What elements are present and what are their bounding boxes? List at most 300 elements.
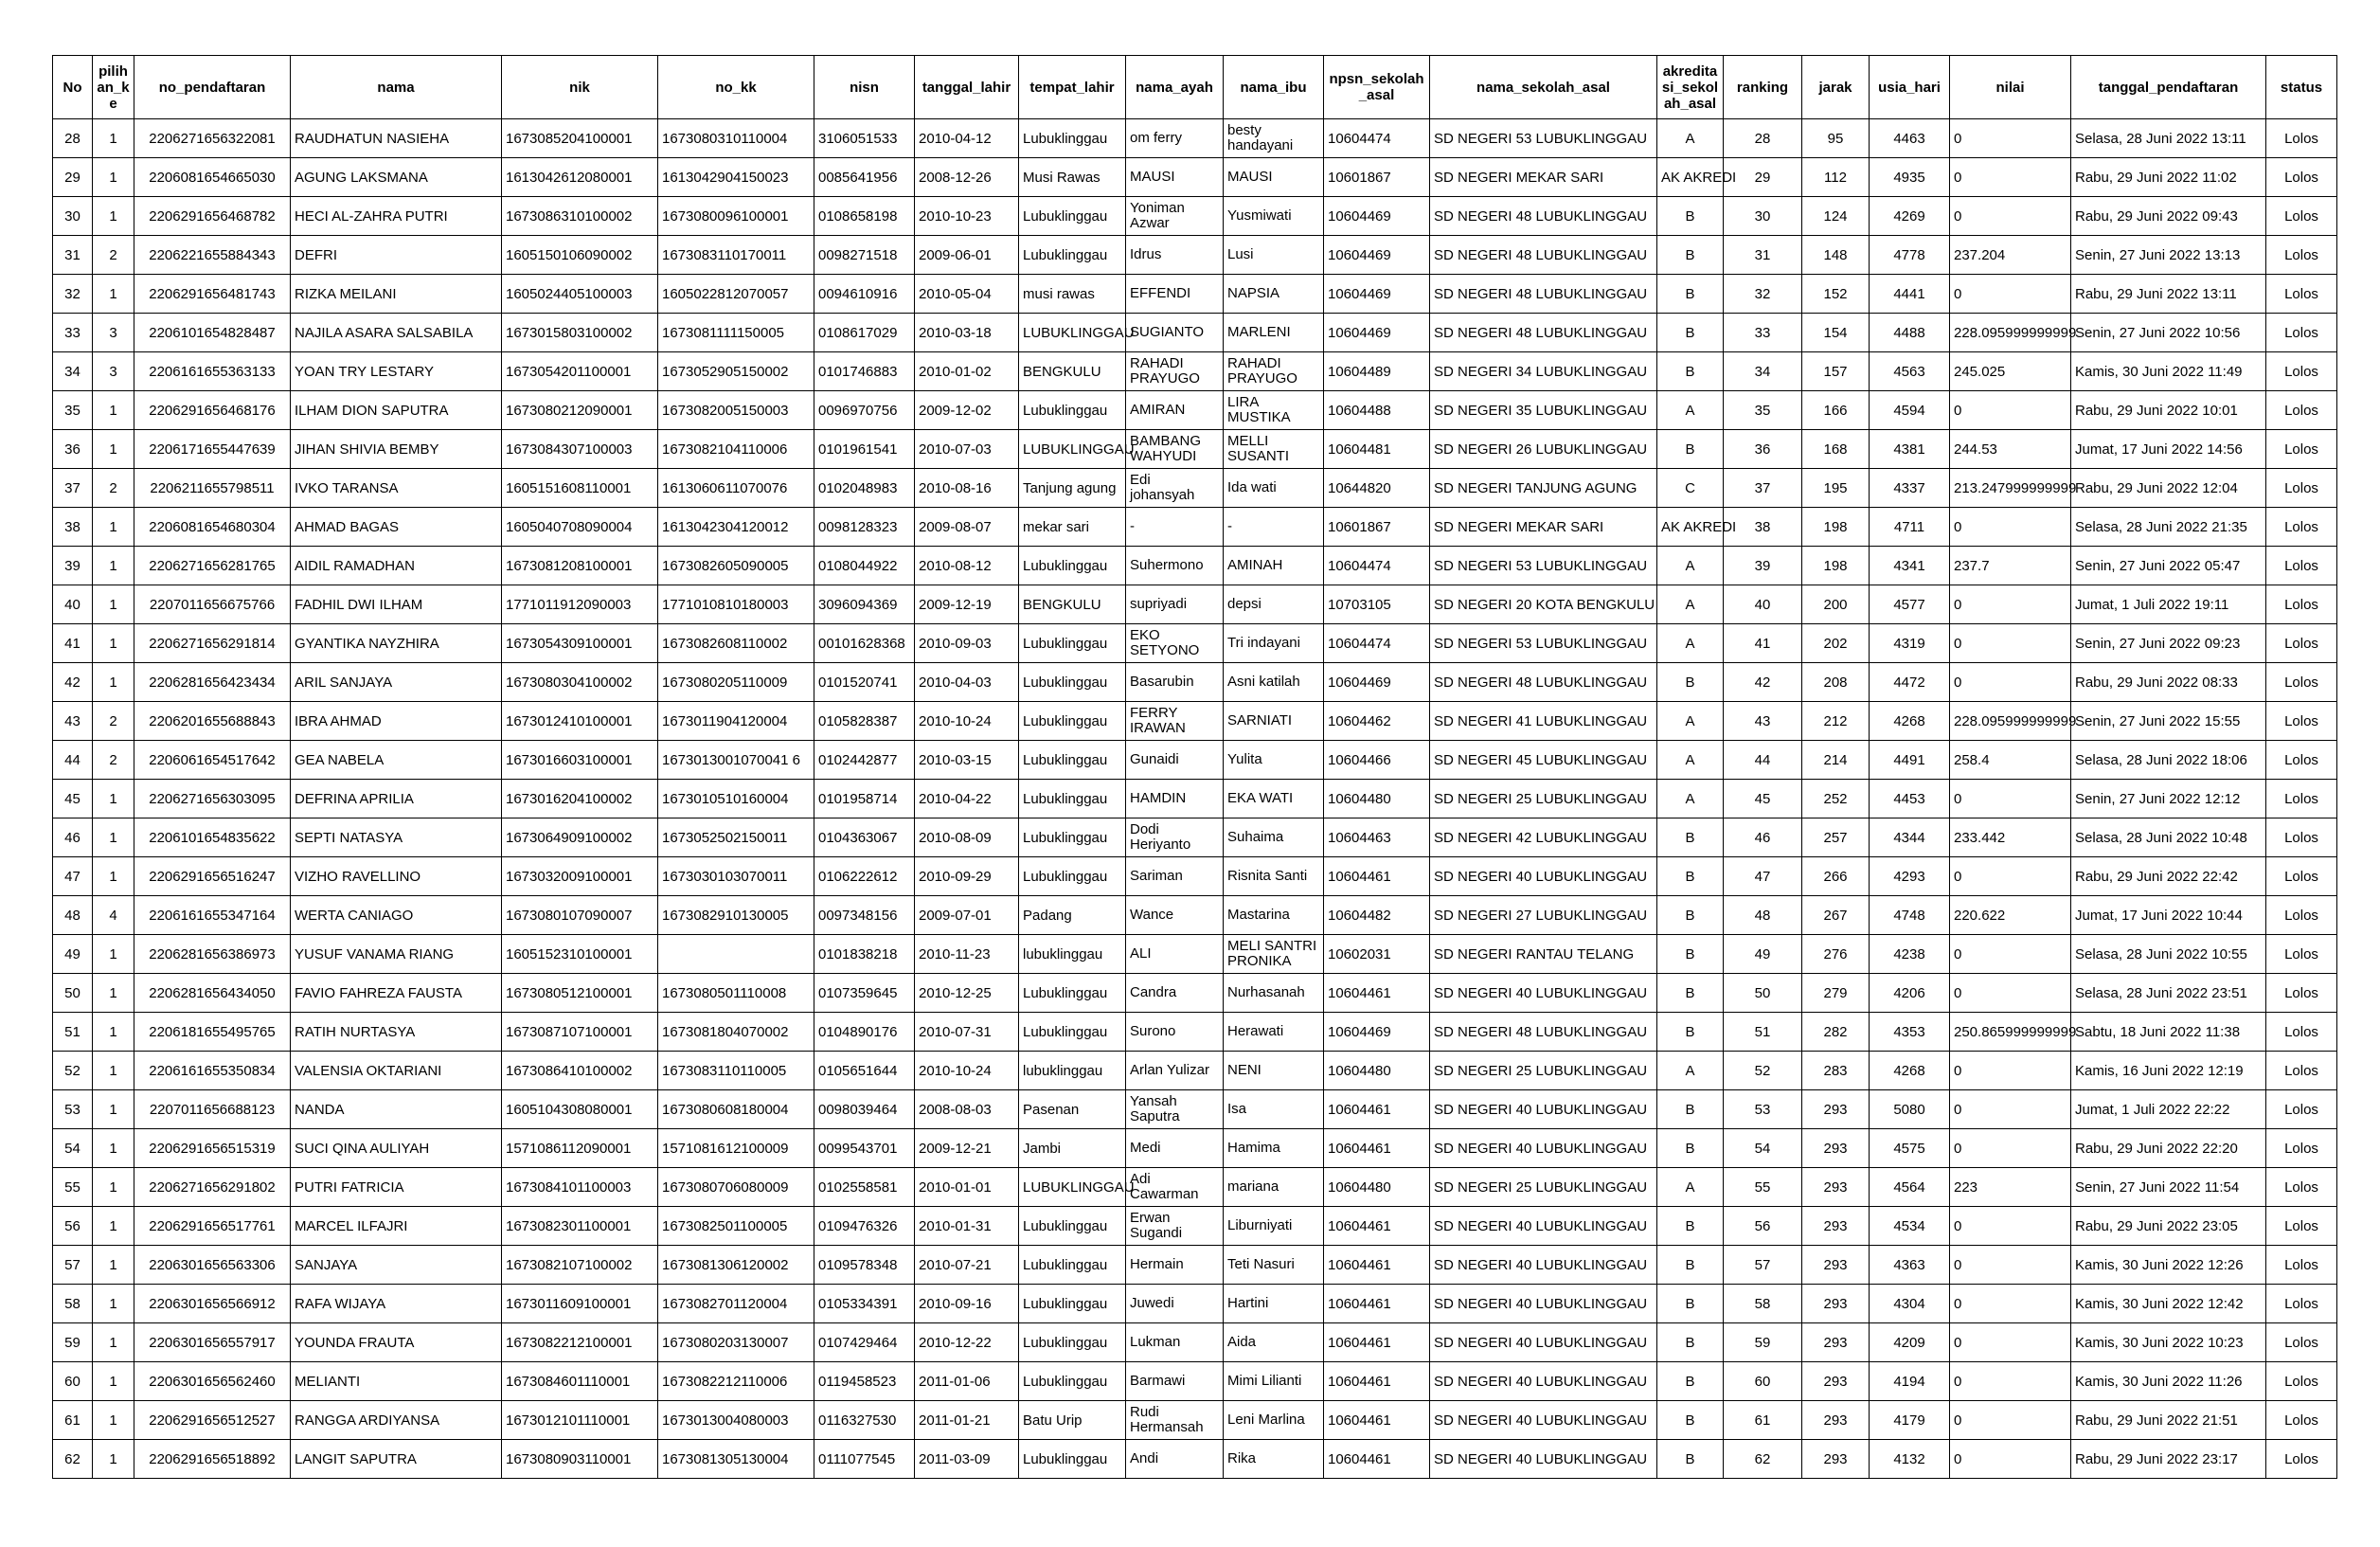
cell-akreditasi: B bbox=[1657, 1129, 1724, 1168]
cell-tempat-lahir: Padang bbox=[1019, 896, 1126, 935]
column-header: ranking bbox=[1724, 56, 1802, 119]
cell-status: Lolos bbox=[2266, 1362, 2337, 1401]
cell-tanggal-lahir: 2008-12-26 bbox=[915, 158, 1019, 197]
cell-tanggal-lahir: 2010-08-12 bbox=[915, 547, 1019, 585]
cell-pilihan-ke: 2 bbox=[93, 702, 134, 741]
cell-usia-hari: 4179 bbox=[1870, 1401, 1950, 1440]
cell-nisn: 0098128323 bbox=[814, 508, 915, 547]
cell-tanggal-lahir: 2009-12-02 bbox=[915, 391, 1019, 430]
cell-pilihan-ke: 1 bbox=[93, 275, 134, 314]
cell-ranking: 59 bbox=[1724, 1323, 1802, 1362]
cell-usia-hari: 4491 bbox=[1870, 741, 1950, 780]
cell-no: 58 bbox=[53, 1285, 93, 1323]
cell-nama-ibu: Asni katilah bbox=[1224, 663, 1324, 702]
cell-npsn: 10604469 bbox=[1324, 1013, 1430, 1052]
cell-tempat-lahir: Lubuklinggau bbox=[1019, 197, 1126, 236]
cell-usia-hari: 4293 bbox=[1870, 857, 1950, 896]
cell-pilihan-ke: 1 bbox=[93, 780, 134, 818]
cell-nisn: 0106222612 bbox=[814, 857, 915, 896]
cell-no-pendaftaran: 2206271656281765 bbox=[134, 547, 291, 585]
table-row bbox=[53, 352, 2337, 391]
cell-no-kk: 1571081612100009 bbox=[658, 1129, 814, 1168]
cell-no: 48 bbox=[53, 896, 93, 935]
cell-no: 50 bbox=[53, 974, 93, 1013]
cell-no: 47 bbox=[53, 857, 93, 896]
cell-nik: 1571086112090001 bbox=[502, 1129, 658, 1168]
cell-status: Lolos bbox=[2266, 741, 2337, 780]
cell-tempat-lahir: Lubuklinggau bbox=[1019, 818, 1126, 857]
cell-nisn: 0104890176 bbox=[814, 1013, 915, 1052]
cell-jarak: 202 bbox=[1802, 624, 1870, 663]
cell-no: 61 bbox=[53, 1401, 93, 1440]
cell-tanggal-lahir: 2010-01-01 bbox=[915, 1168, 1019, 1207]
cell-tempat-lahir: Pasenan bbox=[1019, 1090, 1126, 1129]
cell-no-kk: 1673082005150003 bbox=[658, 391, 814, 430]
table-row bbox=[53, 314, 2337, 352]
cell-usia-hari: 4453 bbox=[1870, 780, 1950, 818]
cell-no-pendaftaran: 2207011656675766 bbox=[134, 585, 291, 624]
column-header: no_kk bbox=[658, 56, 814, 119]
cell-no-kk: 1673083110110005 bbox=[658, 1052, 814, 1090]
cell-no: 35 bbox=[53, 391, 93, 430]
cell-no-pendaftaran: 2206291656517761 bbox=[134, 1207, 291, 1246]
cell-tempat-lahir: lubuklinggau bbox=[1019, 935, 1126, 974]
cell-nama-ayah: Basarubin bbox=[1126, 663, 1224, 702]
cell-jarak: 293 bbox=[1802, 1401, 1870, 1440]
cell-no: 42 bbox=[53, 663, 93, 702]
cell-nama: IBRA AHMAD bbox=[291, 702, 502, 741]
cell-nama-ibu: SARNIATI bbox=[1224, 702, 1324, 741]
cell-usia-hari: 4381 bbox=[1870, 430, 1950, 469]
cell-nilai: 237.204 bbox=[1950, 236, 2071, 275]
cell-nilai: 258.4 bbox=[1950, 741, 2071, 780]
cell-nik: 1771011912090003 bbox=[502, 585, 658, 624]
cell-nama-sekolah: SD NEGERI 40 LUBUKLINGGAU bbox=[1430, 1246, 1657, 1285]
cell-ranking: 37 bbox=[1724, 469, 1802, 508]
cell-usia-hari: 4319 bbox=[1870, 624, 1950, 663]
table-row bbox=[53, 741, 2337, 780]
cell-nik: 1673084101100003 bbox=[502, 1168, 658, 1207]
cell-nilai: 237.7 bbox=[1950, 547, 2071, 585]
cell-jarak: 148 bbox=[1802, 236, 1870, 275]
cell-ranking: 47 bbox=[1724, 857, 1802, 896]
cell-tanggal-pendaftaran: Selasa, 28 Juni 2022 21:35 bbox=[2071, 508, 2266, 547]
cell-nama-ibu: AMINAH bbox=[1224, 547, 1324, 585]
cell-akreditasi: B bbox=[1657, 314, 1724, 352]
cell-no: 55 bbox=[53, 1168, 93, 1207]
cell-no: 37 bbox=[53, 469, 93, 508]
cell-nama-ayah: - bbox=[1126, 508, 1224, 547]
cell-usia-hari: 4564 bbox=[1870, 1168, 1950, 1207]
cell-nama: RAUDHATUN NASIEHA bbox=[291, 119, 502, 158]
cell-tanggal-pendaftaran: Jumat, 1 Juli 2022 19:11 bbox=[2071, 585, 2266, 624]
cell-nama-sekolah: SD NEGERI 48 LUBUKLINGGAU bbox=[1430, 275, 1657, 314]
cell-tanggal-pendaftaran: Kamis, 16 Juni 2022 12:19 bbox=[2071, 1052, 2266, 1090]
cell-nama-ibu: Ida wati bbox=[1224, 469, 1324, 508]
cell-npsn: 10604461 bbox=[1324, 1362, 1430, 1401]
cell-no-pendaftaran: 2206281656423434 bbox=[134, 663, 291, 702]
cell-tempat-lahir: mekar sari bbox=[1019, 508, 1126, 547]
table-row bbox=[53, 119, 2337, 158]
cell-akreditasi: B bbox=[1657, 974, 1724, 1013]
cell-tempat-lahir: BENGKULU bbox=[1019, 585, 1126, 624]
cell-nama-ayah: ALI bbox=[1126, 935, 1224, 974]
cell-tempat-lahir: Lubuklinggau bbox=[1019, 1362, 1126, 1401]
cell-no-pendaftaran: 2206161655363133 bbox=[134, 352, 291, 391]
cell-nisn: 0109476326 bbox=[814, 1207, 915, 1246]
cell-no: 39 bbox=[53, 547, 93, 585]
cell-nama-ayah: Arlan Yulizar bbox=[1126, 1052, 1224, 1090]
cell-usia-hari: 4575 bbox=[1870, 1129, 1950, 1168]
cell-no-pendaftaran: 2206101654835622 bbox=[134, 818, 291, 857]
cell-jarak: 154 bbox=[1802, 314, 1870, 352]
cell-akreditasi: B bbox=[1657, 857, 1724, 896]
cell-status: Lolos bbox=[2266, 974, 2337, 1013]
cell-no-kk: 1613042304120012 bbox=[658, 508, 814, 547]
cell-usia-hari: 4711 bbox=[1870, 508, 1950, 547]
cell-no-kk: 1613060611070076 bbox=[658, 469, 814, 508]
cell-akreditasi: A bbox=[1657, 702, 1724, 741]
cell-usia-hari: 4341 bbox=[1870, 547, 1950, 585]
cell-jarak: 293 bbox=[1802, 1362, 1870, 1401]
table-row bbox=[53, 585, 2337, 624]
cell-nik: 1673081208100001 bbox=[502, 547, 658, 585]
cell-nama-sekolah: SD NEGERI 45 LUBUKLINGGAU bbox=[1430, 741, 1657, 780]
cell-no-pendaftaran: 2206271656303095 bbox=[134, 780, 291, 818]
cell-tanggal-pendaftaran: Senin, 27 Juni 2022 10:56 bbox=[2071, 314, 2266, 352]
cell-nama: MARCEL ILFAJRI bbox=[291, 1207, 502, 1246]
cell-tempat-lahir: Lubuklinggau bbox=[1019, 741, 1126, 780]
cell-jarak: 279 bbox=[1802, 974, 1870, 1013]
cell-nama-ayah: SUGIANTO bbox=[1126, 314, 1224, 352]
cell-no-kk: 1613042904150023 bbox=[658, 158, 814, 197]
cell-no-kk: 1605022812070057 bbox=[658, 275, 814, 314]
cell-tempat-lahir: Lubuklinggau bbox=[1019, 974, 1126, 1013]
cell-ranking: 58 bbox=[1724, 1285, 1802, 1323]
cell-nama: AGUNG LAKSMANA bbox=[291, 158, 502, 197]
cell-nilai: 0 bbox=[1950, 663, 2071, 702]
cell-nik: 1605151608110001 bbox=[502, 469, 658, 508]
column-header: nama_sekolah_asal bbox=[1430, 56, 1657, 119]
cell-nama-sekolah: SD NEGERI 53 LUBUKLINGGAU bbox=[1430, 119, 1657, 158]
cell-akreditasi: B bbox=[1657, 1362, 1724, 1401]
cell-no-kk: 1673013004080003 bbox=[658, 1401, 814, 1440]
cell-status: Lolos bbox=[2266, 236, 2337, 275]
cell-status: Lolos bbox=[2266, 158, 2337, 197]
cell-pilihan-ke: 2 bbox=[93, 741, 134, 780]
cell-nama-sekolah: SD NEGERI 48 LUBUKLINGGAU bbox=[1430, 314, 1657, 352]
cell-pilihan-ke: 1 bbox=[93, 1129, 134, 1168]
cell-jarak: 168 bbox=[1802, 430, 1870, 469]
cell-nama: PUTRI FATRICIA bbox=[291, 1168, 502, 1207]
cell-nilai: 0 bbox=[1950, 974, 2071, 1013]
cell-tanggal-lahir: 2009-12-19 bbox=[915, 585, 1019, 624]
cell-nama: RAFA WIJAYA bbox=[291, 1285, 502, 1323]
column-header: nik bbox=[502, 56, 658, 119]
table-row bbox=[53, 197, 2337, 236]
cell-no-kk: 1673082910130005 bbox=[658, 896, 814, 935]
cell-usia-hari: 4778 bbox=[1870, 236, 1950, 275]
cell-nama-ibu: Liburniyati bbox=[1224, 1207, 1324, 1246]
cell-tanggal-lahir: 2010-12-22 bbox=[915, 1323, 1019, 1362]
cell-nama-ayah: Surono bbox=[1126, 1013, 1224, 1052]
cell-usia-hari: 4194 bbox=[1870, 1362, 1950, 1401]
cell-nilai: 244.53 bbox=[1950, 430, 2071, 469]
cell-pilihan-ke: 1 bbox=[93, 1013, 134, 1052]
cell-akreditasi: A bbox=[1657, 585, 1724, 624]
cell-npsn: 10604461 bbox=[1324, 1285, 1430, 1323]
cell-akreditasi: A bbox=[1657, 1168, 1724, 1207]
cell-pilihan-ke: 1 bbox=[93, 663, 134, 702]
cell-no-kk: 1771010810180003 bbox=[658, 585, 814, 624]
column-header: No bbox=[53, 56, 93, 119]
cell-no-pendaftaran: 2206291656512527 bbox=[134, 1401, 291, 1440]
cell-usia-hari: 4563 bbox=[1870, 352, 1950, 391]
cell-pilihan-ke: 2 bbox=[93, 469, 134, 508]
table-row bbox=[53, 508, 2337, 547]
cell-ranking: 56 bbox=[1724, 1207, 1802, 1246]
cell-ranking: 33 bbox=[1724, 314, 1802, 352]
table-row bbox=[53, 1013, 2337, 1052]
cell-no: 54 bbox=[53, 1129, 93, 1168]
cell-tanggal-pendaftaran: Kamis, 30 Juni 2022 11:26 bbox=[2071, 1362, 2266, 1401]
cell-status: Lolos bbox=[2266, 1207, 2337, 1246]
cell-nama-ayah: Lukman bbox=[1126, 1323, 1224, 1362]
cell-akreditasi: B bbox=[1657, 1323, 1724, 1362]
cell-nik: 1673015803100002 bbox=[502, 314, 658, 352]
cell-tempat-lahir: Lubuklinggau bbox=[1019, 547, 1126, 585]
cell-pilihan-ke: 1 bbox=[93, 818, 134, 857]
cell-nama-ayah: Barmawi bbox=[1126, 1362, 1224, 1401]
cell-ranking: 28 bbox=[1724, 119, 1802, 158]
cell-no-pendaftaran: 2206161655347164 bbox=[134, 896, 291, 935]
column-header: nama_ibu bbox=[1224, 56, 1324, 119]
table-row bbox=[53, 1285, 2337, 1323]
cell-nisn: 0107429464 bbox=[814, 1323, 915, 1362]
cell-nama: SUCI QINA AULIYAH bbox=[291, 1129, 502, 1168]
column-header: nilai bbox=[1950, 56, 2071, 119]
cell-tanggal-pendaftaran: Selasa, 28 Juni 2022 10:48 bbox=[2071, 818, 2266, 857]
cell-nama: RANGGA ARDIYANSA bbox=[291, 1401, 502, 1440]
cell-nama-ibu: Nurhasanah bbox=[1224, 974, 1324, 1013]
cell-npsn: 10604480 bbox=[1324, 780, 1430, 818]
cell-tanggal-pendaftaran: Kamis, 30 Juni 2022 12:26 bbox=[2071, 1246, 2266, 1285]
cell-nisn: 0101961541 bbox=[814, 430, 915, 469]
cell-nama-ibu: Tri indayani bbox=[1224, 624, 1324, 663]
cell-tanggal-lahir: 2010-04-03 bbox=[915, 663, 1019, 702]
cell-nisn: 3096094369 bbox=[814, 585, 915, 624]
table-row bbox=[53, 236, 2337, 275]
cell-no-kk: 1673080205110009 bbox=[658, 663, 814, 702]
cell-tanggal-pendaftaran: Rabu, 29 Juni 2022 23:17 bbox=[2071, 1440, 2266, 1479]
cell-nisn: 0104363067 bbox=[814, 818, 915, 857]
cell-no: 38 bbox=[53, 508, 93, 547]
cell-tanggal-pendaftaran: Jumat, 17 Juni 2022 10:44 bbox=[2071, 896, 2266, 935]
cell-nisn: 0085641956 bbox=[814, 158, 915, 197]
cell-npsn: 10604461 bbox=[1324, 974, 1430, 1013]
cell-jarak: 200 bbox=[1802, 585, 1870, 624]
cell-status: Lolos bbox=[2266, 508, 2337, 547]
cell-no-pendaftaran: 2206181655495765 bbox=[134, 1013, 291, 1052]
cell-jarak: 208 bbox=[1802, 663, 1870, 702]
cell-nik: 1673016603100001 bbox=[502, 741, 658, 780]
cell-pilihan-ke: 1 bbox=[93, 585, 134, 624]
cell-npsn: 10604469 bbox=[1324, 314, 1430, 352]
cell-no-kk: 1673052502150011 bbox=[658, 818, 814, 857]
cell-nama-ayah: Edi johansyah bbox=[1126, 469, 1224, 508]
cell-nama-ibu: Yulita bbox=[1224, 741, 1324, 780]
cell-no-kk: 1673080608180004 bbox=[658, 1090, 814, 1129]
cell-akreditasi: A bbox=[1657, 391, 1724, 430]
cell-nama-ayah: Juwedi bbox=[1126, 1285, 1224, 1323]
cell-nama: WERTA CANIAGO bbox=[291, 896, 502, 935]
cell-akreditasi: B bbox=[1657, 1285, 1724, 1323]
cell-nama: MELIANTI bbox=[291, 1362, 502, 1401]
registration-table bbox=[52, 55, 2337, 1479]
cell-npsn: 10604461 bbox=[1324, 1323, 1430, 1362]
cell-nama-sekolah: SD NEGERI 48 LUBUKLINGGAU bbox=[1430, 663, 1657, 702]
cell-nama-ayah: FERRY IRAWAN bbox=[1126, 702, 1224, 741]
cell-nilai: 213.247999999999 bbox=[1950, 469, 2071, 508]
cell-jarak: 276 bbox=[1802, 935, 1870, 974]
cell-tanggal-pendaftaran: Selasa, 28 Juni 2022 23:51 bbox=[2071, 974, 2266, 1013]
cell-ranking: 42 bbox=[1724, 663, 1802, 702]
cell-nama: RIZKA MEILANI bbox=[291, 275, 502, 314]
cell-nik: 1673054201100001 bbox=[502, 352, 658, 391]
cell-no-kk: 1673082212110006 bbox=[658, 1362, 814, 1401]
cell-nama: AIDIL RAMADHAN bbox=[291, 547, 502, 585]
table-row bbox=[53, 857, 2337, 896]
cell-nisn: 0094610916 bbox=[814, 275, 915, 314]
cell-akreditasi: B bbox=[1657, 1090, 1724, 1129]
cell-nama-sekolah: SD NEGERI 35 LUBUKLINGGAU bbox=[1430, 391, 1657, 430]
cell-ranking: 50 bbox=[1724, 974, 1802, 1013]
cell-tanggal-lahir: 2010-09-29 bbox=[915, 857, 1019, 896]
cell-nik: 1673016204100002 bbox=[502, 780, 658, 818]
cell-nama: VALENSIA OKTARIANI bbox=[291, 1052, 502, 1090]
cell-nama-sekolah: SD NEGERI 40 LUBUKLINGGAU bbox=[1430, 1401, 1657, 1440]
cell-ranking: 34 bbox=[1724, 352, 1802, 391]
column-header: nisn bbox=[814, 56, 915, 119]
cell-tanggal-pendaftaran: Sabtu, 18 Juni 2022 11:38 bbox=[2071, 1013, 2266, 1052]
cell-jarak: 293 bbox=[1802, 1323, 1870, 1362]
cell-nilai: 0 bbox=[1950, 1362, 2071, 1401]
cell-nilai: 0 bbox=[1950, 585, 2071, 624]
cell-nama: AHMAD BAGAS bbox=[291, 508, 502, 547]
cell-tanggal-lahir: 2010-10-24 bbox=[915, 1052, 1019, 1090]
table-row bbox=[53, 158, 2337, 197]
cell-tanggal-pendaftaran: Selasa, 28 Juni 2022 10:55 bbox=[2071, 935, 2266, 974]
cell-no-pendaftaran: 2207011656688123 bbox=[134, 1090, 291, 1129]
cell-no: 40 bbox=[53, 585, 93, 624]
cell-ranking: 52 bbox=[1724, 1052, 1802, 1090]
cell-nama: NAJILA ASARA SALSABILA bbox=[291, 314, 502, 352]
cell-nama-sekolah: SD NEGERI RANTAU TELANG bbox=[1430, 935, 1657, 974]
cell-tanggal-pendaftaran: Kamis, 30 Juni 2022 12:42 bbox=[2071, 1285, 2266, 1323]
cell-status: Lolos bbox=[2266, 469, 2337, 508]
cell-status: Lolos bbox=[2266, 547, 2337, 585]
cell-no-kk: 1673082701120004 bbox=[658, 1285, 814, 1323]
cell-status: Lolos bbox=[2266, 275, 2337, 314]
cell-nama: GYANTIKA NAYZHIRA bbox=[291, 624, 502, 663]
cell-tanggal-pendaftaran: Senin, 27 Juni 2022 15:55 bbox=[2071, 702, 2266, 741]
column-header: npsn_sekolah_asal bbox=[1324, 56, 1430, 119]
cell-status: Lolos bbox=[2266, 663, 2337, 702]
cell-no: 44 bbox=[53, 741, 93, 780]
cell-status: Lolos bbox=[2266, 1246, 2337, 1285]
cell-nama: ILHAM DION SAPUTRA bbox=[291, 391, 502, 430]
cell-pilihan-ke: 1 bbox=[93, 1362, 134, 1401]
cell-no-kk: 1673052905150002 bbox=[658, 352, 814, 391]
cell-usia-hari: 4594 bbox=[1870, 391, 1950, 430]
cell-npsn: 10604461 bbox=[1324, 1401, 1430, 1440]
cell-nisn: 0098039464 bbox=[814, 1090, 915, 1129]
cell-pilihan-ke: 1 bbox=[93, 1401, 134, 1440]
cell-no: 60 bbox=[53, 1362, 93, 1401]
cell-no: 28 bbox=[53, 119, 93, 158]
cell-nama-sekolah: SD NEGERI MEKAR SARI bbox=[1430, 508, 1657, 547]
cell-nama-ibu: Aida bbox=[1224, 1323, 1324, 1362]
cell-nilai: 228.095999999999 bbox=[1950, 702, 2071, 741]
cell-jarak: 95 bbox=[1802, 119, 1870, 158]
cell-nama-ayah: Adi Cawarman bbox=[1126, 1168, 1224, 1207]
cell-npsn: 10604463 bbox=[1324, 818, 1430, 857]
cell-nisn: 0107359645 bbox=[814, 974, 915, 1013]
cell-no-kk: 1673011904120004 bbox=[658, 702, 814, 741]
cell-akreditasi: B bbox=[1657, 275, 1724, 314]
cell-jarak: 195 bbox=[1802, 469, 1870, 508]
cell-usia-hari: 4304 bbox=[1870, 1285, 1950, 1323]
cell-nama-ibu: Rika bbox=[1224, 1440, 1324, 1479]
cell-ranking: 31 bbox=[1724, 236, 1802, 275]
cell-no: 43 bbox=[53, 702, 93, 741]
cell-no-pendaftaran: 2206271656291802 bbox=[134, 1168, 291, 1207]
cell-usia-hari: 4344 bbox=[1870, 818, 1950, 857]
cell-nama: SANJAYA bbox=[291, 1246, 502, 1285]
cell-nama: YUSUF VANAMA RIANG bbox=[291, 935, 502, 974]
cell-status: Lolos bbox=[2266, 1013, 2337, 1052]
cell-npsn: 10604461 bbox=[1324, 1090, 1430, 1129]
cell-tempat-lahir: Tanjung agung bbox=[1019, 469, 1126, 508]
cell-ranking: 48 bbox=[1724, 896, 1802, 935]
cell-nama-ayah: EKO SETYONO bbox=[1126, 624, 1224, 663]
cell-nisn: 3106051533 bbox=[814, 119, 915, 158]
cell-status: Lolos bbox=[2266, 702, 2337, 741]
cell-tanggal-pendaftaran: Kamis, 30 Juni 2022 11:49 bbox=[2071, 352, 2266, 391]
cell-nama-sekolah: SD NEGERI 40 LUBUKLINGGAU bbox=[1430, 1090, 1657, 1129]
cell-akreditasi: C bbox=[1657, 469, 1724, 508]
column-header: nama bbox=[291, 56, 502, 119]
cell-tanggal-pendaftaran: Senin, 27 Juni 2022 11:54 bbox=[2071, 1168, 2266, 1207]
cell-tanggal-pendaftaran: Kamis, 30 Juni 2022 10:23 bbox=[2071, 1323, 2266, 1362]
cell-nama-ayah: Gunaidi bbox=[1126, 741, 1224, 780]
cell-tempat-lahir: BENGKULU bbox=[1019, 352, 1126, 391]
cell-usia-hari: 4238 bbox=[1870, 935, 1950, 974]
cell-tanggal-lahir: 2010-01-31 bbox=[915, 1207, 1019, 1246]
cell-nama-sekolah: SD NEGERI 27 LUBUKLINGGAU bbox=[1430, 896, 1657, 935]
cell-npsn: 10604469 bbox=[1324, 663, 1430, 702]
cell-status: Lolos bbox=[2266, 197, 2337, 236]
cell-npsn: 10604462 bbox=[1324, 702, 1430, 741]
cell-no-pendaftaran: 2206291656468176 bbox=[134, 391, 291, 430]
cell-ranking: 55 bbox=[1724, 1168, 1802, 1207]
cell-ranking: 61 bbox=[1724, 1401, 1802, 1440]
cell-no-kk: 1673080501110008 bbox=[658, 974, 814, 1013]
cell-jarak: 198 bbox=[1802, 508, 1870, 547]
cell-nilai: 0 bbox=[1950, 1052, 2071, 1090]
cell-npsn: 10604474 bbox=[1324, 547, 1430, 585]
cell-ranking: 32 bbox=[1724, 275, 1802, 314]
